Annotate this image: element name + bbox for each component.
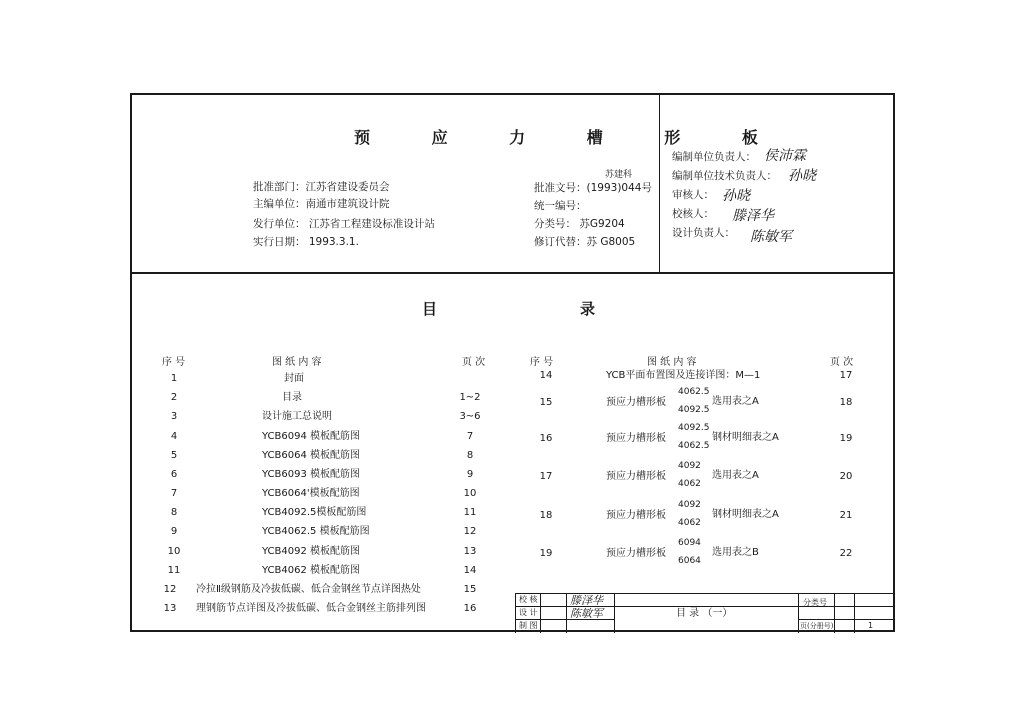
tb-page-number: 1 (868, 621, 874, 630)
toc-left-page: 12 (463, 526, 477, 537)
toc-title-left: 目 (422, 300, 438, 318)
toc-right-page: 21 (839, 510, 853, 521)
toc-left-page: 15 (463, 584, 477, 595)
toc-right-name: YCB平面布置图及连接详图：M—1 (606, 370, 761, 381)
toc-left-name: YCB4092.5模板配筋图 (262, 507, 367, 518)
toc-right-seq: 14 (539, 370, 553, 381)
role-checker: 校核人： (672, 208, 714, 220)
left-header-seq: 序 号 (162, 357, 186, 368)
toc-left-seq: 5 (170, 450, 178, 461)
drawing-frame (130, 93, 895, 632)
role-tech-head: 编制单位技术负责人： (672, 170, 777, 182)
approval-department: 批准部门：江苏省建设委员会 (253, 181, 390, 193)
effective-date: 实行日期： 1993.3.1. (253, 236, 359, 248)
toc-right-page: 22 (839, 548, 853, 559)
role-unit-head: 编制单位负责人： (672, 151, 756, 163)
toc-left-name: 封面 (284, 373, 304, 384)
tb-row-check: 校 核 (519, 595, 538, 604)
toc-right-sup: 4092 (678, 500, 701, 510)
unified-number: 统一编号： (534, 200, 587, 212)
toc-right-page: 17 (839, 370, 853, 381)
toc-left-page: 14 (463, 565, 477, 576)
toc-left-seq: 3 (170, 411, 178, 422)
toc-left-seq: 9 (170, 526, 178, 537)
toc-left-name: YCB6093 模板配筋图 (262, 469, 361, 480)
toc-left-name: YCB4092 模板配筋图 (262, 546, 361, 557)
signature-checker: 滕泽华 (732, 208, 774, 224)
toc-right-seq: 19 (539, 548, 553, 559)
toc-right-seq: 15 (539, 397, 553, 408)
tb-signature-check: 滕泽华 (570, 594, 603, 607)
toc-left-name: 设计施工总说明 (262, 411, 332, 422)
tb-signature-design: 陈敏军 (570, 607, 603, 620)
right-header-page: 页 次 (830, 357, 854, 368)
toc-left-seq: 6 (170, 469, 178, 480)
left-header-page: 页 次 (462, 357, 486, 368)
toc-left-seq: 7 (170, 488, 178, 499)
toc-right-name: 预应力槽形板 (606, 433, 666, 444)
toc-left-name: YCB6094 模板配筋图 (262, 431, 361, 442)
toc-left-page: 16 (463, 603, 477, 614)
toc-left-seq: 13 (163, 603, 177, 614)
toc-right-sub: 4062 (678, 479, 701, 489)
tb-class-label: 分类号 (803, 598, 827, 607)
toc-left-name: YCB6064 模板配筋图 (262, 450, 361, 461)
toc-left-seq: 12 (163, 584, 177, 595)
toc-right-page: 18 (839, 397, 853, 408)
toc-title-right: 录 (580, 300, 596, 318)
role-reviewer: 审核人： (672, 189, 714, 201)
toc-right-page: 19 (839, 433, 853, 444)
classification-number: 分类号： 苏G9204 (534, 218, 625, 230)
toc-right-page: 20 (839, 471, 853, 482)
approval-corner: 苏建科 (605, 170, 633, 180)
toc-left-name: YCB4062.5 模板配筋图 (262, 526, 370, 537)
header-block (132, 95, 893, 274)
signature-unit-head: 侯沛霖 (764, 148, 806, 164)
header-divider (659, 95, 660, 272)
signature-tech-head: 孙晓 (788, 168, 816, 184)
signature-design-head: 陈敏军 (750, 229, 792, 245)
right-header-name: 图 纸 内 容 (647, 357, 697, 368)
toc-left-page: 3~6 (459, 411, 481, 422)
toc-right-tail: 选用表之B (712, 547, 759, 558)
toc-right-name: 预应力槽形板 (606, 548, 666, 559)
title-block (515, 593, 894, 633)
page-title: 预 应 力 槽 形 板 (354, 128, 786, 147)
toc-right-sub: 4062.5 (678, 441, 710, 451)
toc-right-tail: 钢材明细表之A (712, 432, 779, 443)
revision-replace: 修订代替：苏 G8005 (534, 236, 636, 248)
toc-right-tail: 钢材明细表之A (712, 509, 779, 520)
toc-right-tail: 选用表之A (712, 470, 759, 481)
toc-right-sup: 6094 (678, 538, 701, 548)
toc-left-name: YCB4062 模板配筋图 (262, 565, 361, 576)
toc-left-page: 13 (463, 546, 477, 557)
toc-right-seq: 18 (539, 510, 553, 521)
toc-left-seq: 10 (167, 546, 181, 557)
tb-row-design: 设 计 (519, 608, 538, 617)
toc-right-name: 预应力槽形板 (606, 510, 666, 521)
toc-right-name: 预应力槽形板 (606, 397, 666, 408)
toc-left-name: YCB6064'模板配筋图 (262, 488, 360, 499)
toc-left-page: 7 (466, 431, 474, 442)
signature-reviewer: 孙晓 (722, 188, 750, 204)
toc-right-tail: 选用表之A (712, 396, 759, 407)
editor-unit: 主编单位：南通市建筑设计院 (253, 198, 390, 210)
toc-right-sub: 4092.5 (678, 405, 710, 415)
toc-right-sub: 4062 (678, 518, 701, 528)
toc-left-seq: 4 (170, 431, 178, 442)
toc-right-name: 预应力槽形板 (606, 471, 666, 482)
toc-left-seq: 2 (170, 392, 178, 403)
toc-left-page: 8 (466, 450, 474, 461)
toc-right-sup: 4092 (678, 461, 701, 471)
tb-row-draw: 制 图 (519, 621, 538, 630)
toc-left-seq: 1 (170, 373, 178, 384)
publisher-unit: 发行单位： 江苏省工程建设标准设计站 (253, 218, 435, 230)
toc-left-seq: 8 (170, 507, 178, 518)
toc-right-sub: 6064 (678, 556, 701, 566)
toc-left-page: 11 (463, 507, 477, 518)
toc-left-page: 1~2 (459, 392, 481, 403)
role-design-head: 设计负责人： (672, 227, 735, 239)
toc-left-page: 10 (463, 488, 477, 499)
toc-left-name: 目录 (282, 392, 302, 403)
toc-right-seq: 16 (539, 433, 553, 444)
toc-left-page: 9 (466, 469, 474, 480)
toc-left-name: 理钢筋节点详图及冷拔低碳、低合金钢丝主筋排列图 (196, 603, 426, 614)
right-header-seq: 序 号 (530, 357, 554, 368)
toc-right-seq: 17 (539, 471, 553, 482)
toc-left-seq: 11 (167, 565, 181, 576)
approval-number: 批准文号：(1993)044号 (534, 182, 652, 194)
toc-left-name: 冷拉Ⅱ级钢筋及冷拔低碳、低合金钢丝节点详图热处 (196, 584, 421, 595)
toc-right-sup: 4092.5 (678, 423, 710, 433)
toc-right-sup: 4062.5 (678, 387, 710, 397)
left-header-name: 图 纸 内 容 (272, 357, 322, 368)
tb-center-title: 目 录 （一） (676, 608, 733, 619)
tb-page-label: 页(分册号) (800, 622, 834, 630)
